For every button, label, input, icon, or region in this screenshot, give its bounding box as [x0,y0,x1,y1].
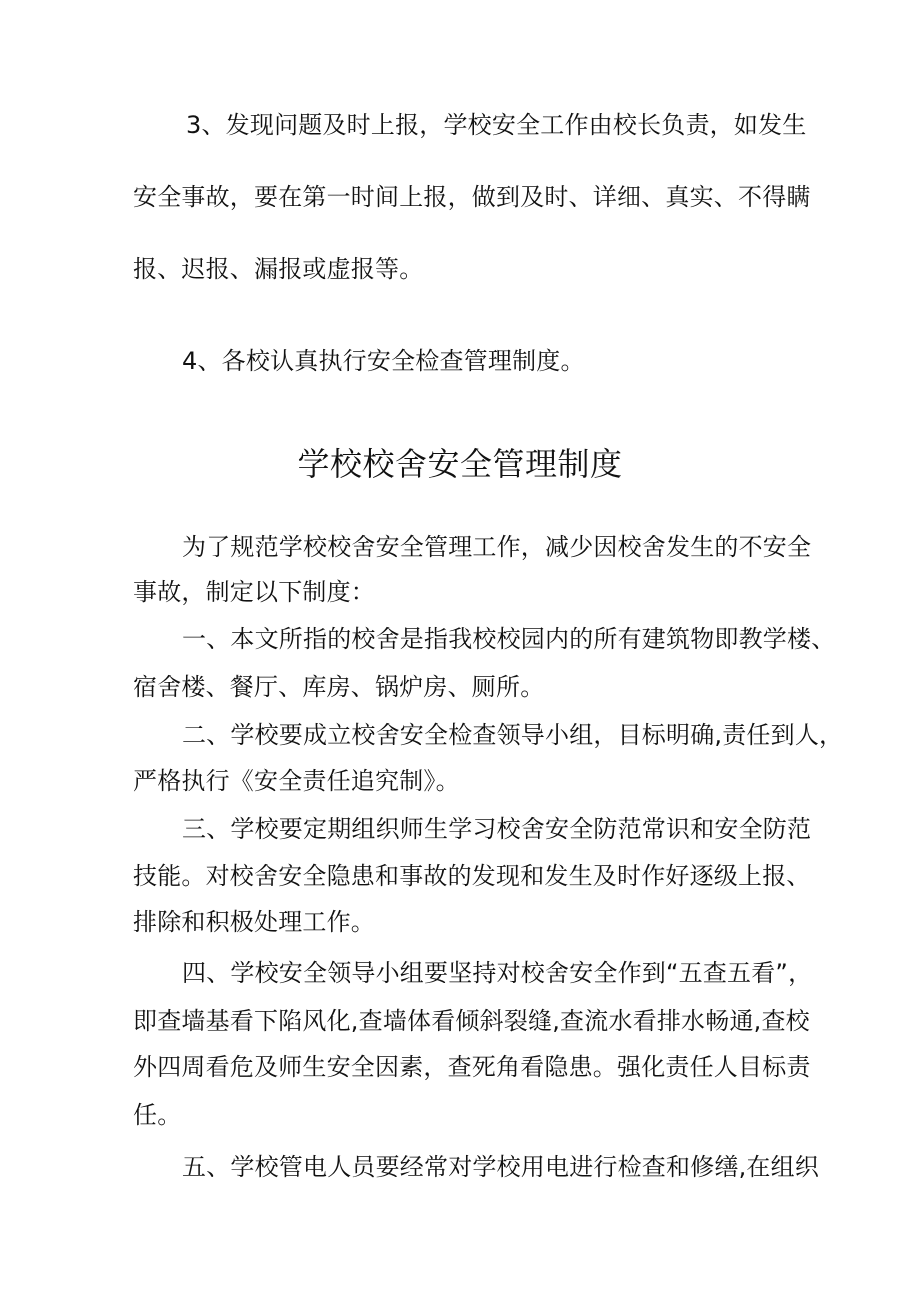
section-title: 学校校舍安全管理制度 [297,445,623,483]
paragraph-line: 外四周看危及师生安全因素，查死角看隐患。强化责任人目标责 [133,1053,811,1081]
paragraph-line: 事故，制定以下制度： [133,578,375,606]
paragraph-line: 即查墙基看下陷风化,查墙体看倾斜裂缝,查流水看排水畅通,查校 [133,1007,810,1035]
paragraph-line: 排除和积极处理工作。 [133,908,375,936]
paragraph-line: 报、迟报、漏报或虚报等。 [133,255,424,283]
paragraph-line: 4、各校认真执行安全检查管理制度。 [182,347,585,375]
paragraph-line: 五、学校管电人员要经常对学校用电进行检查和修缮,在组织 [182,1153,820,1181]
paragraph-line: 任。 [133,1101,182,1129]
paragraph-line: 严格执行《安全责任追究制》。 [133,767,460,795]
paragraph-line: 四、学校安全领导小组要坚持对校舍安全作到“五查五看”， [182,959,813,987]
paragraph-line: 一、本文所指的校舍是指我校校园内的所有建筑物即教学楼、 [182,625,836,653]
paragraph-line: 3、发现问题及时上报，学校安全工作由校长负责，如发生 [186,111,807,139]
paragraph-line: 安全事故，要在第一时间上报，做到及时、详细、真实、不得瞒 [133,183,811,211]
paragraph-line: 为了规范学校校舍安全管理工作，减少因校舍发生的不安全 [182,533,812,561]
paragraph-line: 宿舍楼、餐厅、库房、锅炉房、厕所。 [133,673,545,701]
paragraph-line: 三、学校要定期组织师生学习校舍安全防范常识和安全防范 [182,815,812,843]
paragraph-line: 二、学校要成立校舍安全检查领导小组，目标明确,责任到人， [182,721,844,749]
paragraph-line: 技能。对校舍安全隐患和事故的发现和发生及时作好逐级上报、 [133,862,811,890]
